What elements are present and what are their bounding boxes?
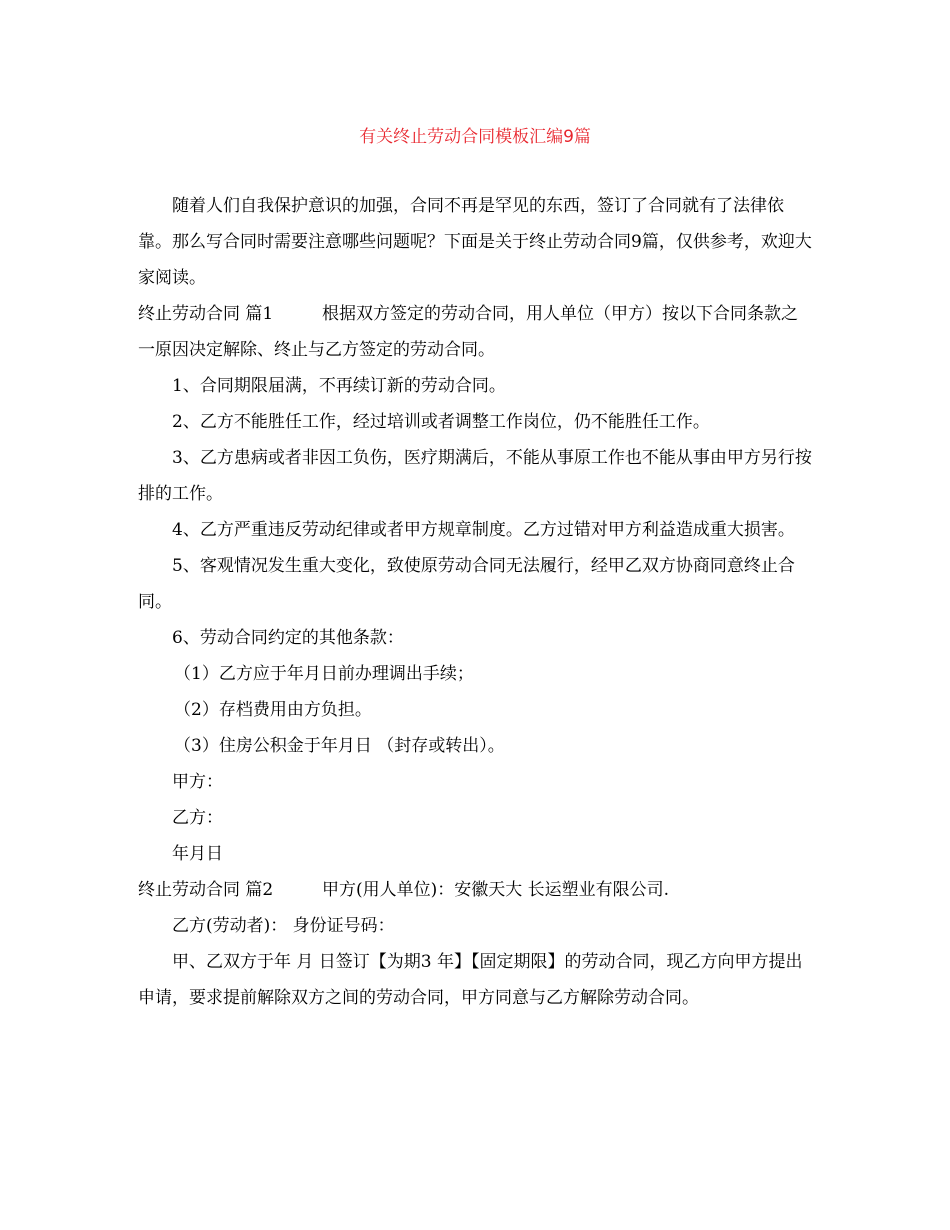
section-heading: 终止劳动合同 篇2 xyxy=(138,880,274,900)
section-heading-text: 根据双方签定的劳动合同，用人单位（甲方）按以下合同条款之一原因决定解除、终止与乙方签定的劳动合同。 xyxy=(138,304,798,360)
paragraph: 6、劳动合同约定的其他条款： xyxy=(172,628,404,648)
section-heading: 终止劳动合同 篇1 xyxy=(138,304,274,324)
paragraph: 5、客观情况发生重大变化，致使原劳动合同无法履行，经甲乙双方协商同意终止合同。 xyxy=(138,556,795,612)
paragraph: 乙方： xyxy=(172,808,223,828)
paragraph: 4、乙方严重违反劳动纪律或者甲方规章制度。乙方过错对甲方利益造成重大损害。 xyxy=(172,520,795,540)
paragraph: 2、乙方不能胜任工作，经过培训或者调整工作岗位，仍不能胜任工作。 xyxy=(172,412,710,432)
section-heading-text: 甲方(用人单位)：安徽天大 长运塑业有限公司. xyxy=(322,880,670,900)
document-body xyxy=(138,188,813,1016)
paragraph: 1、合同期限届满，不再续订新的劳动合同。 xyxy=(172,376,506,396)
paragraph: 年月日 xyxy=(172,844,223,864)
paragraph: 甲方： xyxy=(172,772,223,792)
paragraph: 3、乙方患病或者非因工负伤，医疗期满后，不能从事原工作也不能从事由甲方另行按排的工作。 xyxy=(138,448,812,504)
sub-clause: （1）乙方应于年月日前办理调出手续； xyxy=(174,664,474,684)
paragraph: 甲、乙双方于年 月 日签订【为期3 年】【固定期限】的劳动合同，现乙方向甲方提出申请，要求提前解除双方之间的劳动合同，甲方同意与乙方解除劳动合同。 xyxy=(138,952,803,1008)
section-paragraph xyxy=(138,872,813,908)
paragraph: 乙方(劳动者)： 身份证号码： xyxy=(172,916,395,936)
sub-clause: （2）存档费用由方负担。 xyxy=(174,700,372,720)
document-title: 有关终止劳动合同模板汇编9篇 xyxy=(359,127,591,147)
section-paragraph xyxy=(138,296,813,368)
paragraph: 随着人们自我保护意识的加强，合同不再是罕见的东西，签订了合同就有了法律依靠。那么写合同时需要注意哪些问题呢？下面是关于终止劳动合同9篇，仅供参考，欢迎大家阅读。 xyxy=(138,196,812,288)
sub-clause: （3）住房公积金于年月日 （封存或转出）。 xyxy=(174,736,505,756)
